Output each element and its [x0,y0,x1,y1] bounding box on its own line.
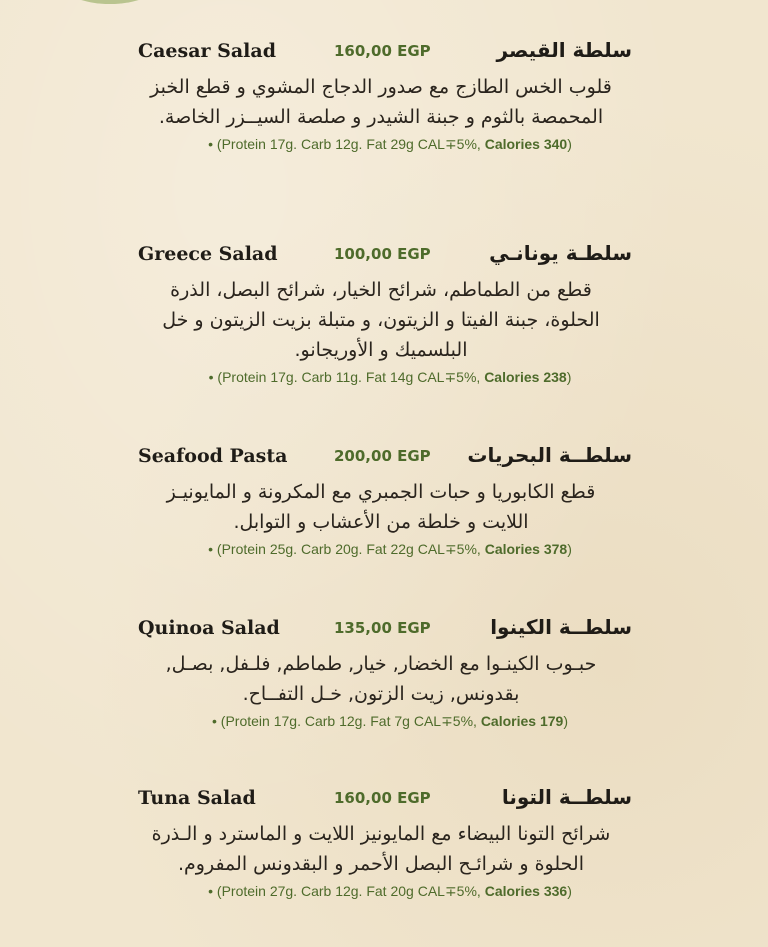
carb-value: Carb 11g. [301,369,362,385]
item-name-en: Tuna Salad [138,787,256,809]
carb-value: Carb 12g. [300,136,363,152]
cal-label: CAL∓5%, [417,136,481,152]
item-price: 160,00 EGP [334,42,431,60]
menu-item [0,787,768,900]
cal-label: CAL∓5%, [417,369,481,385]
calories-value: 336 [543,883,568,899]
fat-value: Fat 29g [366,136,414,152]
item-name-ar: سلطــة البحريات [467,443,632,467]
nutri-prefix: • (Protein [212,713,270,729]
cal-label: CAL∓5%, [417,541,481,557]
item-description: شرائح التونا البيضاء مع المايونيز اللايت و الماسترد و الـذرة الحلوة و شرائـح البصل الأحمر و البقدونس المفروم. [151,823,611,875]
calories-label: Calories [484,883,540,899]
item-name-ar: سلطــة التونا [501,785,632,809]
item-description: قطع الكابوريا و حبات الجمبري مع المكرونة و المايونيـز اللايت و خلطة من الأعشاب و التوابل. [166,481,596,533]
item-description: قلوب الخس الطازج مع صدور الدجاج المشوي و قطع الخبز المحمصة بالثوم و جبنة الشيدر و صلصة السيــزر الخاصة. [150,76,612,128]
calories-label: Calories [484,369,540,385]
menu-item [0,243,768,386]
item-name-en: Quinoa Salad [138,617,280,639]
carb-value: Carb 12g. [304,713,367,729]
carb-value: Carb 20g. [300,541,363,557]
menu-item [0,445,768,558]
menu-item [0,617,768,730]
item-name-ar: سلطــة الكينوا [490,615,632,639]
item-description: قطع من الطماطم، شرائح الخيار، شرائح البصل، الذرة الحلوة، جبنة الفيتا و الزيتون، و متبلة بزيت الزيتون و خل البلسميك و الأوريجانو. [162,279,600,361]
calories-value: 179 [539,713,564,729]
nutri-prefix: • (Protein [208,883,266,899]
fat-value: Fat 22g [366,541,414,557]
item-price: 100,00 EGP [334,245,431,263]
protein-value: 17g. [270,369,298,385]
nutrition-line: • (Protein 17g. Carb 12g. Fat 29g CAL∓5%, Calories 340) [208,136,572,152]
nutrition-line: • (Protein 25g. Carb 20g. Fat 22g CAL∓5%, Calories 378) [208,541,572,557]
calories-label: Calories [484,136,540,152]
item-name-ar: سلطة القيصر [496,38,632,62]
nutri-prefix: • (Protein [208,541,266,557]
calories-label: Calories [480,713,537,729]
protein-value: 17g. [273,713,301,729]
nutri-prefix: • (Protein [208,369,267,385]
calories-value: 378 [543,541,568,557]
protein-value: 17g. [269,136,298,152]
item-name-en: Seafood Pasta [138,445,288,467]
calories-value: 340 [543,136,568,152]
menu-item [0,40,768,153]
fat-value: Fat 20g [366,883,414,899]
protein-value: 27g. [269,883,298,899]
nutrition-line: • (Protein 27g. Carb 12g. Fat 20g CAL∓5%, Calories 336) [208,883,572,899]
item-price: 200,00 EGP [334,447,431,465]
decorative-leaf-shape [60,0,160,4]
nutri-prefix: • (Protein [208,136,266,152]
nutrition-line: • (Protein 17g. Carb 12g. Fat 7g CAL∓5%, Calories 179) [212,713,568,729]
cal-label: CAL∓5%, [417,883,481,899]
item-price: 160,00 EGP [334,789,431,807]
fat-value: Fat 7g [370,713,410,729]
item-name-en: Caesar Salad [138,40,277,62]
item-price: 135,00 EGP [334,619,431,637]
carb-value: Carb 12g. [300,883,363,899]
nutrition-line: • (Protein 17g. Carb 11g. Fat 14g CAL∓5%, Calories 238) [208,369,572,385]
protein-value: 25g. [269,541,298,557]
item-name-ar: سلطـة يونانـي [489,241,632,265]
cal-label: CAL∓5%, [413,713,477,729]
item-description: حبـوب الكينـوا مع الخضار, خيار, طماطم, فلـفل, بصـل, بقدونس, زيت الزتون, خـل التفــاح. [165,653,597,705]
calories-value: 238 [543,369,567,385]
item-name-en: Greece Salad [138,243,278,265]
calories-label: Calories [484,541,540,557]
fat-value: Fat 14g [365,369,414,385]
